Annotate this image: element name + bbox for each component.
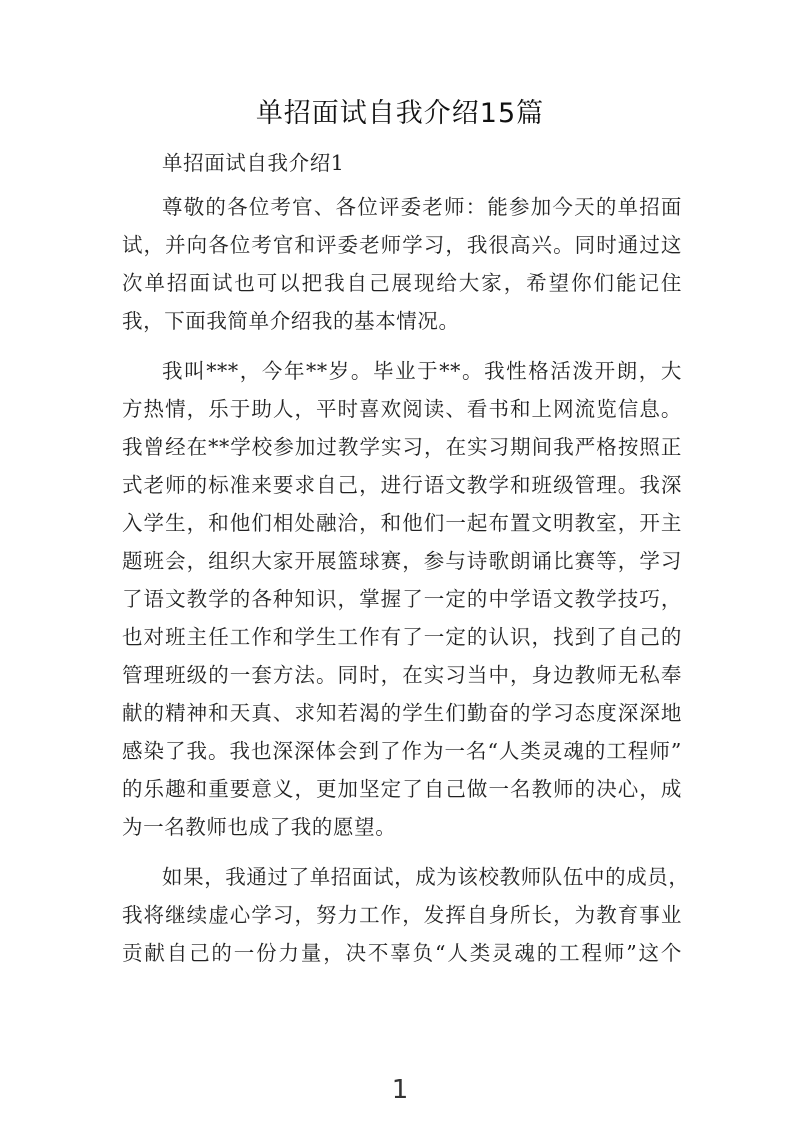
paragraph-line: 次单招面试也可以把我自己展现给大家，希望你们能记住 <box>122 271 682 295</box>
document-title: 单招面试自我介绍15篇 <box>255 98 545 129</box>
page-number: 1 <box>391 1075 409 1105</box>
paragraph-line: 方热情，乐于助人，平时喜欢阅读、看书和上网流览信息。 <box>122 397 682 421</box>
paragraph-line: 也对班主任工作和学生工作有了一定的认识，找到了自己的 <box>122 625 682 649</box>
paragraph-line: 我将继续虚心学习，努力工作，发挥自身所长，为教育事业 <box>122 903 682 927</box>
paragraph-line: 为一名教师也成了我的愿望。 <box>122 815 397 839</box>
paragraph-line: 我曾经在**学校参加过教学实习，在实习期间我严格按照正 <box>122 435 682 459</box>
paragraph-line: 献的精神和天真、求知若渴的学生们勤奋的学习态度深深地 <box>122 701 682 725</box>
paragraph-line: 感染了我。我也深深体会到了作为一名“人类灵魂的工程师” <box>122 739 682 763</box>
paragraph-line: 的乐趣和重要意义，更加坚定了自己做一名教师的决心，成 <box>122 777 682 801</box>
paragraph-line: 我，下面我简单介绍我的基本情况。 <box>122 309 460 333</box>
paragraph-line: 如果，我通过了单招面试，成为该校教师队伍中的成员， <box>162 865 690 889</box>
paragraph-line: 题班会，组织大家开展篮球赛，参与诗歌朗诵比赛等，学习 <box>122 549 682 573</box>
paragraph-line: 入学生，和他们相处融洽，和他们一起布置文明教室，开主 <box>122 511 682 535</box>
paragraph-line: 式老师的标准来要求自己，进行语文教学和班级管理。我深 <box>122 473 682 497</box>
section-heading: 单招面试自我介绍1 <box>162 151 345 175</box>
paragraph-line: 贡献自己的一份力量，决不辜负“人类灵魂的工程师”这个 <box>122 941 682 965</box>
paragraph-line: 我叫***，今年**岁。毕业于**。我性格活泼开朗，大 <box>162 359 682 383</box>
paragraph-line: 尊敬的各位考官、各位评委老师：能参加今天的单招面 <box>162 195 682 219</box>
paragraph-line: 试，并向各位考官和评委老师学习，我很高兴。同时通过这 <box>122 233 682 257</box>
paragraph-line: 管理班级的一套方法。同时，在实习当中，身边教师无私奉 <box>122 663 682 687</box>
paragraph-line: 了语文教学的各种知识，掌握了一定的中学语文教学技巧， <box>122 587 682 611</box>
